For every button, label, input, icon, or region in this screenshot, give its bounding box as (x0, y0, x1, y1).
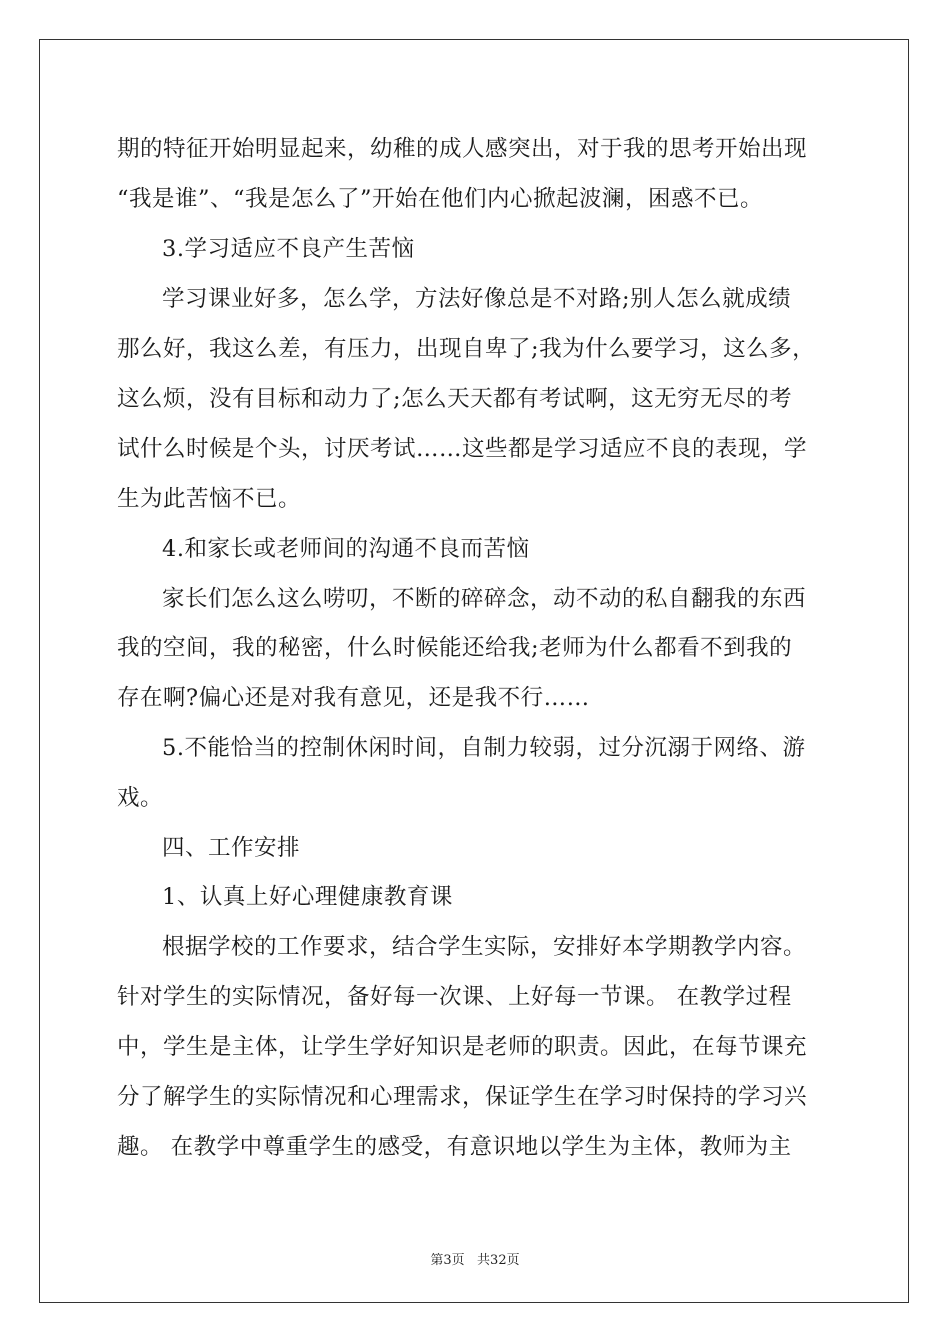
body-text-line: 学习课业好多，怎么学，方法好像总是不对路;别人怎么就成绩 (162, 286, 792, 312)
body-text-line: 存在啊?偏心还是对我有意见，还是我不行…… (117, 685, 590, 711)
section-heading: 5.不能恰当的控制休闲时间，自制力较弱，过分沉溺于网络、游 (162, 735, 806, 761)
body-text-line: 中，学生是主体，让学生学好知识是老师的职责。因此，在每节课充 (117, 1034, 808, 1060)
section-heading: 3.学习适应不良产生苦恼 (162, 236, 415, 262)
section-heading: 1、认真上好心理健康教育课 (162, 884, 453, 910)
body-text-line: 那么好，我这么差，有压力，出现自卑了;我为什么要学习，这么多， (117, 336, 816, 362)
body-text-line: 我的空间，我的秘密，什么时候能还给我;老师为什么都看不到我的 (117, 635, 793, 661)
body-text-line: “我是谁”、“我是怎么了”开始在他们内心掀起波澜，困惑不已。 (117, 186, 764, 212)
body-text-line: 分了解学生的实际情况和心理需求，保证学生在学习时保持的学习兴 (117, 1084, 808, 1110)
page-frame (39, 39, 909, 1303)
body-text-line: 根据学校的工作要求，结合学生实际，安排好本学期教学内容。 (162, 934, 807, 960)
section-heading: 4.和家长或老师间的沟通不良而苦恼 (162, 536, 530, 562)
body-text-line: 期的特征开始明显起来，幼稚的成人感突出，对于我的思考开始出现 (117, 136, 808, 162)
body-text-line: 这么烦，没有目标和动力了;怎么天天都有考试啊，这无穷无尽的考 (117, 386, 793, 412)
page-number-footer: 第3页 共32页 (430, 1253, 520, 1268)
body-text-line: 戏。 (117, 785, 164, 811)
body-text-line: 试什么时候是个头，讨厌考试……这些都是学习适应不良的表现，学 (117, 436, 808, 462)
body-text-line: 针对学生的实际情况，备好每一次课、上好每一节课。 在教学过程 (117, 984, 792, 1010)
section-heading: 四、工作安排 (162, 835, 301, 861)
body-text-line: 家长们怎么这么唠叨，不断的碎碎念，动不动的私自翻我的东西 (162, 586, 807, 612)
body-text-line: 趣。 在教学中尊重学生的感受，有意识地以学生为主体，教师为主 (117, 1134, 792, 1160)
body-text-line: 生为此苦恼不已。 (117, 486, 302, 512)
